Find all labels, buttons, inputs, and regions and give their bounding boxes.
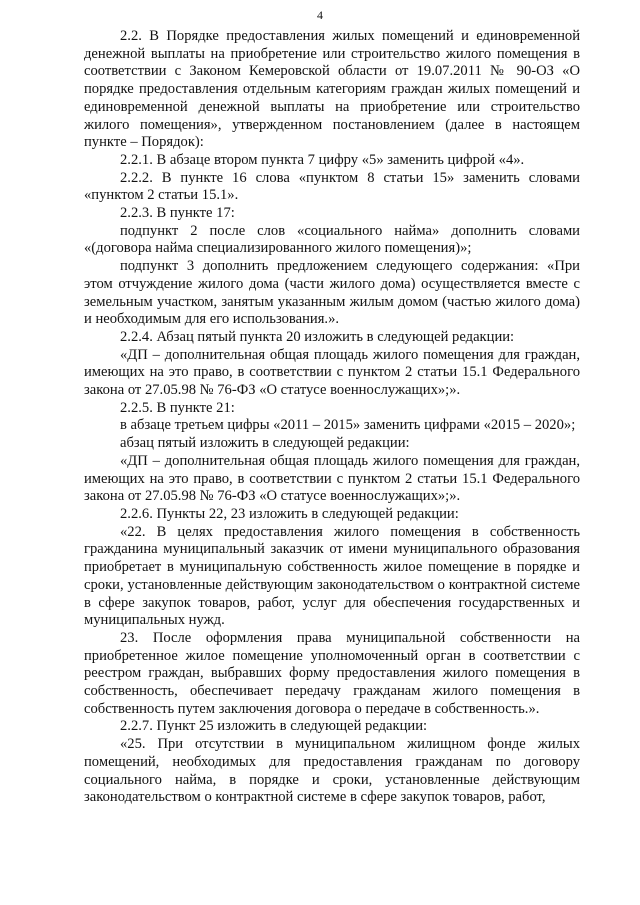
paragraph-2-2-2: 2.2.2. В пункте 16 слова «пунктом 8 статьи 15» заменить словами «пунктом 2 статьи 15.1».: [84, 169, 580, 204]
paragraph-point-22: «22. В целях предоставления жилого помещения в собственность гражданина муниципальный заказчик от имени муниципального образования приобретает в муниципальную собственность жилое помещение в порядке и сроки, установленные действующим законодательством о контрактной системе в сфере закупок товаров, работ, услуг для обеспечения государственных и муниципальных нужд.: [84, 523, 580, 629]
paragraph-point-25: «25. При отсутствии в муниципальном жилищном фонде жилых помещений, необходимых для предоставления гражданам по договору социального найма, в порядке и сроки, установленные действующим законодательством о контрактной системе в сфере закупок товаров, работ,: [84, 736, 580, 806]
paragraph-2-2-6: 2.2.6. Пункты 22, 23 изложить в следующей редакции:: [120, 505, 459, 522]
paragraph-2-2-3: 2.2.3. В пункте 17:: [120, 205, 235, 222]
paragraph-2-2-5: 2.2.5. В пункте 21:: [120, 399, 235, 416]
paragraph-subpoint-2: подпункт 2 после слов «социального найма» дополнить словами «(договора найма специализированного жилого помещения)»;: [84, 222, 580, 257]
paragraph-2-2: 2.2. В Порядке предоставления жилых помещений и единовременной денежной выплаты на приобретение или строительство жилого помещения в соответствии с Законом Кемеровской области от 19.07.2011 № 90-ОЗ «О порядке предоставления отдельным категориям граждан жилых помещений и единовременной денежной выплаты на приобретение или строительство жилого помещения», утвержденном постановлением (далее в настоящем пункте – Порядок):: [84, 28, 580, 151]
paragraph-2-2-1: 2.2.1. В абзаце втором пункта 7 цифру «5» заменить цифрой «4».: [120, 151, 525, 168]
page-number: 4: [317, 8, 323, 22]
document-body: [84, 28, 580, 807]
paragraph-point-23: 23. После оформления права муниципальной собственности на приобретенное жилое помещение уполномоченный орган в соответствии с реестром граждан, выбравших форму предоставления жилого помещения в собственность, обеспечивает передачу гражданам жилого помещения в собственность путем заключения договора о передаче в собственность.».: [84, 629, 580, 717]
paragraph-2-2-4: 2.2.4. Абзац пятый пункта 20 изложить в следующей редакции:: [120, 328, 515, 345]
paragraph-2-2-7: 2.2.7. Пункт 25 изложить в следующей редакции:: [120, 718, 428, 735]
paragraph-dp-definition-1: «ДП – дополнительная общая площадь жилого помещения для граждан, имеющих на это право, в соответствии с пунктом 2 статьи 15.1 Федерального закона от 27.05.98 № 76-ФЗ «О статусе военнослужащих»;».: [84, 346, 580, 399]
paragraph-fifth-abzac: абзац пятый изложить в следующей редакции:: [120, 435, 410, 452]
paragraph-third-abzac: в абзаце третьем цифры «2011 – 2015» заменить цифрами «2015 – 2020»;: [120, 417, 576, 434]
paragraph-dp-definition-2: «ДП – дополнительная общая площадь жилого помещения для граждан, имеющих на это право, в соответствии с пунктом 2 статьи 15.1 Федерального закона от 27.05.98 № 76-ФЗ «О статусе военнослужащих»;».: [84, 452, 580, 505]
paragraph-subpoint-3: подпункт 3 дополнить предложением следующего содержания: «При этом отчуждение жилого дома (части жилого дома) осуществляется вместе с земельным участком, занятым указанным жилым домом (частью жилого дома) и необходимым для его использования.».: [84, 258, 580, 328]
